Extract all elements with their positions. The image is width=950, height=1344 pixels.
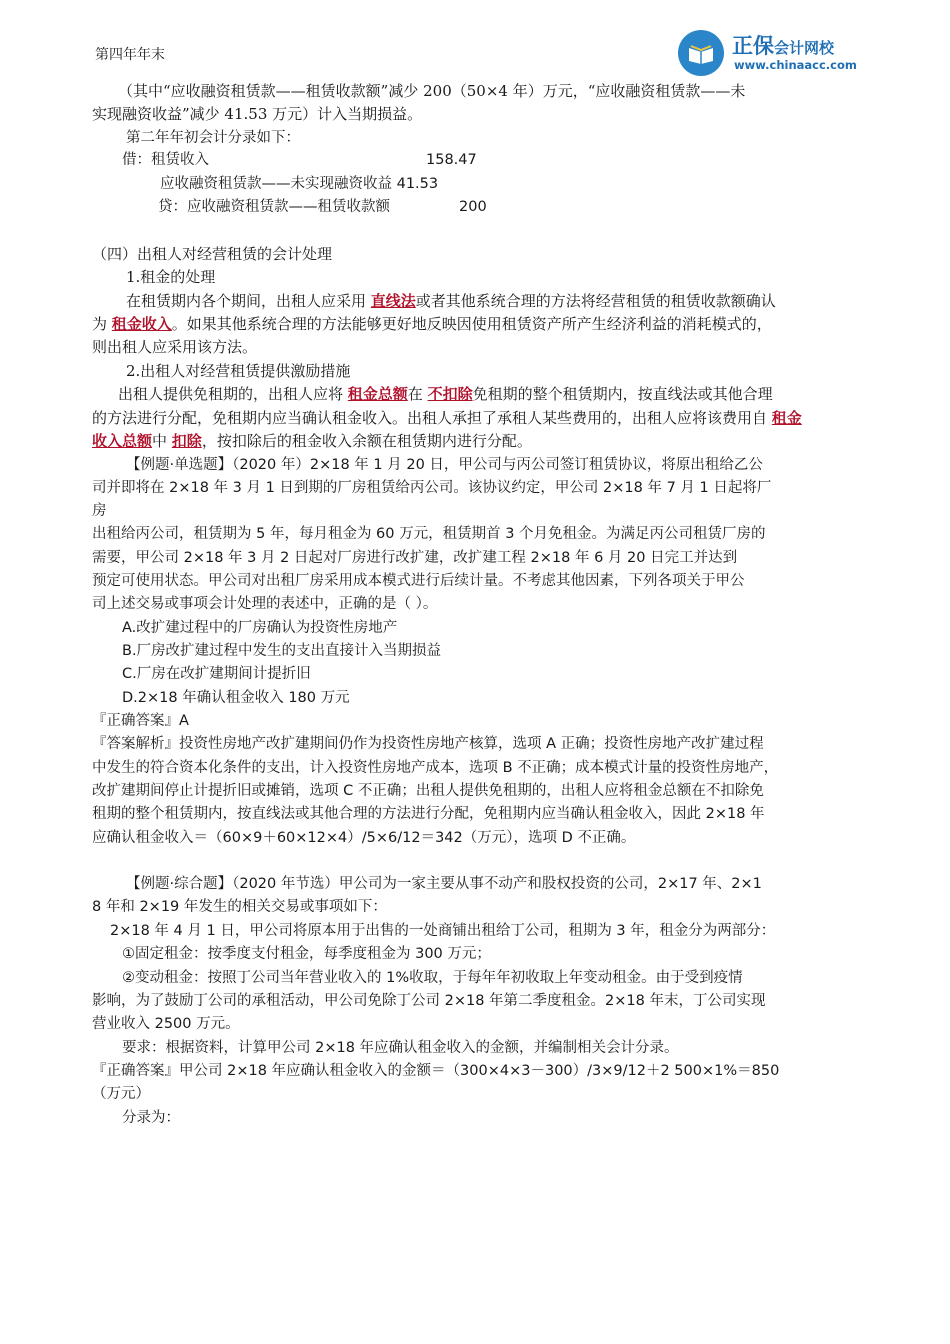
text: 。如果其他系统合理的方法能够更好地反映因使用租赁资产所产生经济利益的消耗模式的， [171,315,772,333]
highlight-term: 扣除 [171,432,202,450]
intro-line-2: 实现融资收益”减少 41.53 万元）计入当期损益。 [92,105,423,123]
logo-title-text: 正保 [732,34,774,58]
example2-line: 【例题·综合题】（2020 年节选）甲公司为一家主要从事不动产和股权投资的公司，2×17 年、2×1 [126,876,762,892]
example2-answer: 『正确答案』甲公司 2×18 年应确认租金收入的金额＝（300×4×3－300）/3×9/12＋2 500×1%＝850 [92,1063,780,1079]
example1-line: 预定可使用状态。甲公司对出租厂房采用成本模式进行后续计量。不考虑其他因素，下列各项关于甲公 [92,573,745,589]
example1-line: 出租给丙公司，租赁期为 5 年，每月租金为 60 万元，租赁期首 3 个月免租金。为满足丙公司租赁厂房的 [92,526,766,542]
text: ，按扣除后的租金收入余额在租赁期内进行分配。 [201,432,532,450]
book-icon [687,44,715,64]
example1-line: 司上述交易或事项会计处理的表述中，正确的是（ ）。 [92,596,438,612]
entry-debit-1-amount: 158.47 [426,152,477,168]
option-b: B.厂房改扩建过程中发生的支出直接计入当期损益 [122,643,442,659]
logo-url: www.chinaacc.com [734,58,857,72]
subsection-2: 2.出租人对经营租赁提供激励措施 [126,362,351,380]
example2-line: 营业收入 2500 万元。 [92,1016,240,1032]
highlight-term: 直线法 [370,292,416,310]
example1-line: 司并即将在 2×18 年 3 月 1 日到期的厂房租赁给丙公司。该协议约定，甲公司 2×18 年 7 月 1 日起将厂 [92,480,772,496]
example2-line: 2×18 年 4 月 1 日，甲公司将原本用于出售的一处商铺出租给丁公司，租期为 3 年，租金分为两部分： [110,923,776,939]
analysis-line: 中发生的符合资本化条件的支出，计入投资性房地产成本，选项 B 不正确；成本模式计量的投资性房地产， [92,760,779,776]
logo-title [732,30,834,60]
text: 为 [92,315,112,333]
clipped-top-text-value: 第四年年末 [95,47,165,63]
entry-debit-2: 应收融资租赁款——未实现融资收益 41.53 [160,176,439,192]
option-c: C.厂房在改扩建期间计提折旧 [122,666,311,682]
highlight-term: 租金 [771,409,802,427]
example2-line: （万元） [92,1086,150,1102]
text: 免租期的整个租赁期内，按直线法或其他合理 [472,385,773,403]
logo-emblem [678,30,724,76]
subsection-1: 1.租金的处理 [126,268,216,286]
analysis-line: 租期的整个租赁期内，按直线法或其他合理的方法进行分配，免租期内应当确认租金收入，因此 2×18 年 [92,806,765,822]
para-2-line-3 [92,430,532,452]
text: 在租赁期内各个期间，出租人应采用 [126,292,371,310]
analysis-line: 应确认租金收入＝（60×9＋60×12×4）/5×6/12＝342（万元），选项 D 不正确。 [92,830,636,846]
logo-subtitle: 会计网校 [774,39,835,57]
text: 在 [407,385,428,403]
para-2-line-1 [118,383,773,405]
clipped-top-text [95,47,215,66]
text: 或者其他系统合理的方法将经营租赁的租赁收款额确认 [415,292,776,310]
example2-line: ①固定租金：按季度支付租金，每季度租金为 300 万元； [122,946,491,962]
entry-heading: 第二年年初会计分录如下： [126,130,300,146]
entry-debit-1: 借：租赁收入 [122,152,209,168]
option-d: D.2×18 年确认租金收入 180 万元 [122,690,350,706]
para-1-line-3: 则出租人应采用该方法。 [92,338,258,356]
text: 的方法进行分配，免租期内应当确认租金收入。出租人承担了承租人某些费用的，出租人应将该费用自 [92,409,772,427]
para-1-line-2 [92,313,772,335]
entry-credit: 贷：应收融资租赁款——租赁收款额 [158,199,390,215]
example2-line: 8 年和 2×19 年发生的相关交易或事项如下： [92,899,387,915]
answer: 『正确答案』A [92,713,189,729]
example1-line: 房 [92,503,107,519]
text: 出租人提供免租期的，出租人应将 [118,385,348,403]
text: 中 [152,432,172,450]
example1-line: 【例题·单选题】（2020 年）2×18 年 1 月 20 日，甲公司与丙公司签订租赁协议，将原出租给乙公 [126,457,763,473]
analysis-line: 『答案解析』投资性房地产改扩建期间仍作为投资性房地产核算，选项 A 正确；投资性房地产改扩建过程 [92,736,764,752]
highlight-term: 租金收入 [111,315,172,333]
highlight-term: 租金总额 [347,385,408,403]
example2-line: 要求：根据资料，计算甲公司 2×18 年应确认租金收入的金额，并编制相关会计分录。 [122,1040,679,1056]
option-a: A.改扩建过程中的厂房确认为投资性房地产 [122,620,398,636]
example2-line: 分录为： [122,1110,180,1126]
brand-logo [678,28,878,80]
example2-line: ②变动租金：按照丁公司当年营业收入的 1%收取，于每年年初收取上年变动租金。由于受到疫情 [122,970,743,986]
analysis-line: 改扩建期间停止计提折旧或摊销，选项 C 不正确；出租人提供免租期的，出租人应将租金总额在不扣除免 [92,783,764,799]
section-title: （四）出租人对经营租赁的会计处理 [92,245,333,263]
highlight-term: 不扣除 [427,385,473,403]
example1-line: 需要，甲公司 2×18 年 3 月 2 日起对厂房进行改扩建，改扩建工程 2×18 年 6 月 20 日完工并达到 [92,550,738,566]
example2-line: 影响，为了鼓励丁公司的承租活动，甲公司免除丁公司 2×18 年第二季度租金。2×18 年末，丁公司实现 [92,993,766,1009]
intro-line-1: （其中“应收融资租赁款——租赁收款额”减少 200（50×4 年）万元，“应收融资租赁款——未 [118,82,746,100]
entry-credit-amount: 200 [459,199,487,215]
para-1-line-1 [126,290,776,312]
highlight-term: 收入总额 [92,432,153,450]
para-2-line-2 [92,407,802,429]
